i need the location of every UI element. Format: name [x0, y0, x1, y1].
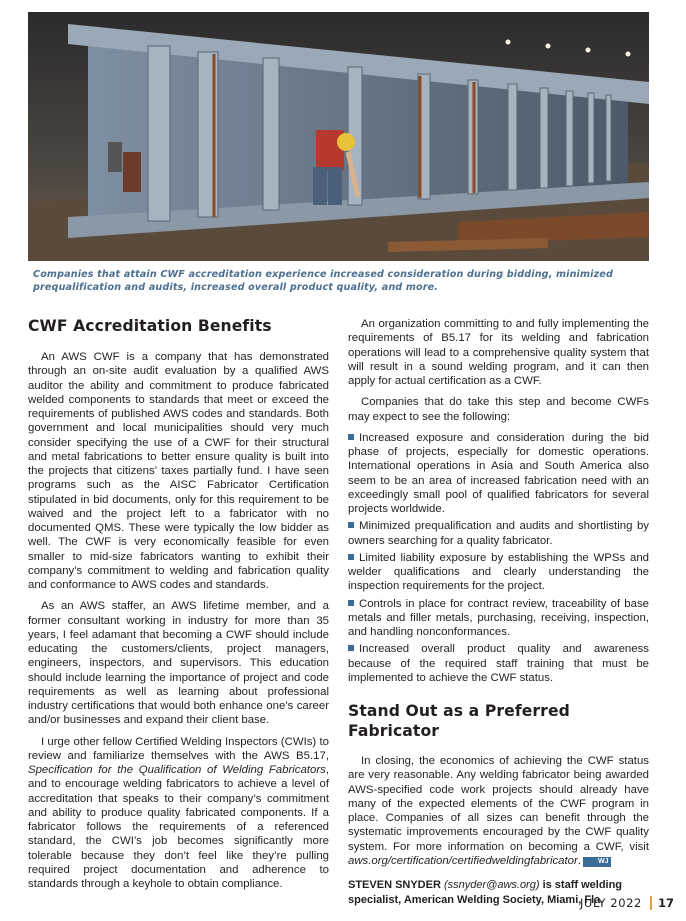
certification-link[interactable]: aws.org/certification/certifiedweldingfabricator [348, 854, 578, 867]
paragraph-text: , and to encourage welding fabricators to achieve a level of accreditation that speaks to their company’s commitment and ability to produce quality fabricated components. If a fabricator follows the requirements of a referenced standard, the CWI’s job becomes significantly more tolerable because they don’t feel like they’re pulling required project documentation and adherence to standards through a keyhole to obtain compliance. [28, 764, 329, 890]
list-item: Minimized prequalification and audits and shortlisting by owners searching for a quality fabricator. [348, 520, 649, 547]
paragraph [28, 735, 329, 892]
end-mark-icon: WJ [583, 857, 611, 867]
author-email[interactable]: (ssnyder@aws.org) [440, 879, 540, 891]
author-name: STEVEN SNYDER [348, 879, 441, 891]
bullet-square-icon [348, 645, 354, 651]
footer-divider [650, 896, 652, 910]
standard-title: Specification for the Qualification of Welding Fabricators [28, 764, 326, 776]
paragraph: An organization committing to and fully implementing the requirements of B5.17 for its welding and fabrication operations will lead to a comprehensive quality system that will result in a sound welding program, and it can then apply for actual certification as a CWF. [348, 318, 649, 387]
page-number: 17 [657, 896, 674, 910]
list-item: Increased exposure and consideration during the bid phase of projects, especially for domestic operations. International operations in Asia and South America also seem to be an area of increased fabrication need with an exceedingly small pool of qualified fabricators for several projects worldwide. [348, 431, 649, 515]
issue-date: JULY 2022 [579, 896, 642, 910]
paragraph-text: I urge other fellow Certified Welding Inspectors (CWIs) to review and familiarize themselves with the AWS B5.17, [28, 735, 329, 762]
article-photo [28, 12, 649, 261]
author-title: is staff welding specialist, American Welding Society, Miami, Fla. [348, 879, 623, 906]
section-heading-benefits: CWF Accreditation Benefits [28, 317, 272, 335]
paragraph: Companies that do take this step and become CWFs may expect to see the following: [348, 396, 649, 423]
bullet-square-icon [348, 434, 354, 440]
bullet-square-icon [348, 522, 354, 528]
fabrication-shop-photo [28, 12, 649, 261]
photo-caption: Companies that attain CWF accreditation experience increased consideration during bidding, minimized prequalification and audits, increased overall product quality, and more. [33, 269, 613, 293]
right-column [348, 317, 649, 915]
section-heading-stand-out: Stand Out as a Preferred Fabricator [348, 702, 570, 740]
list-item: Increased overall product quality and awareness because of the required staff training that must be implemented to achieve the CWF status. [348, 643, 649, 684]
bullet-square-icon [348, 600, 354, 606]
page-footer [580, 896, 674, 910]
list-item: Controls in place for contract review, traceability of base metals and filler metals, purchasing, receiving, inspection, and handling nonconformances. [348, 597, 649, 638]
left-column [28, 316, 329, 898]
paragraph: In closing, the economics of achieving the CWF status are very reasonable. Any welding fabricator being awarded AWS-specified code work projects should already have many of the expected elements of the CWF program in place. Companies of all sizes can benefit through the systematic improvements encouraged by the CWF quality system. For more information on becoming a CWF, visit aws.org/certification/certifiedweldingfabricator. WJ [348, 755, 649, 867]
list-item: Limited liability exposure by establishing the WPSs and welder qualifications and clearly understanding the inspection requirements for the project. [348, 551, 649, 593]
bullet-square-icon [348, 554, 354, 560]
benefits-list [348, 431, 649, 685]
paragraph: An AWS CWF is a company that has demonstrated through an on-site audit evaluation by a qualified AWS auditor the ability and commitment to produce fabricated welded components to standards that meet or exceed the requirements of published AWS codes and standards. Both government and local municipalities should very much consider specifying the use of a CWF for their structural and metal fabrications to better ensure quality is built into the projects that citizens’ taxes partially fund. I have seen programs such as the AISC Fabricator Certification stipulated in bid documents, only for this requirement to be waived and the project left to a fabricator with no documented QMS. These were typically the low bidder as well. The CWF is very economically feasible for even smaller to mid-size fabricators wanting to exhibit their company’s commitment to welding and fabrication quality and conformance to AWS codes and standards. [28, 351, 329, 591]
paragraph: As an AWS staffer, an AWS lifetime member, and a former consultant working in industry for more than 35 years, I feel adamant that becoming a CWF should include educating the customers/clients, project managers, engineers, inspectors, and supervisors. This education should include learning the importance of project and code requirements as well as learning about professional industry certifications that would both enhance one’s career and/or businesses and expand their client base. [28, 600, 329, 727]
